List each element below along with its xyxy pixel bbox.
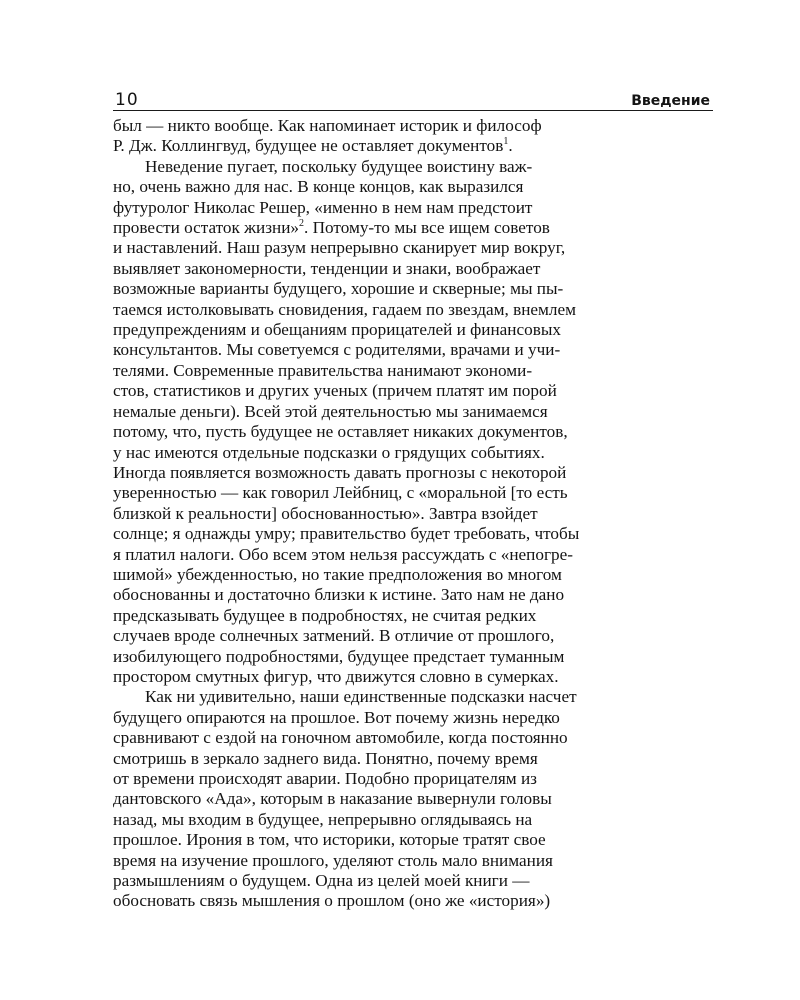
text-line: простором смутных фигур, что движутся словно в сумерках. (113, 666, 559, 686)
text-line: от времени происходят аварии. Подобно прорицателям из (113, 769, 537, 788)
text-line: телями. Современные правительства нанимают экономи- (113, 360, 533, 380)
footnote-marker: 2 (299, 218, 305, 230)
text-line: таемся истолковывать сновидения, гадаем по звездам, внемлем (113, 299, 577, 319)
book-page (113, 90, 713, 912)
text-line: время на изучение прошлого, уделяют столь мало внимания (113, 850, 553, 870)
text-line: футуролог Николас Решер, «именно в нем нам предстоит (113, 197, 533, 217)
text-line: предсказывать будущее в подробностях, не считая редких (113, 605, 537, 625)
text-line: обоснованны и достаточно близки к истине. Зато нам не дано (113, 585, 565, 605)
text-line: стов, статистиков и других ученых (причем платят им порой (113, 381, 557, 401)
text-line: Неведение пугает, поскольку будущее воистину важ- (145, 156, 533, 176)
text-line: немалые деньги). Всей этой деятельностью мы занимаемся (113, 401, 548, 421)
text-line: прошлое. Ирония в том, что историки, которые тратят свое (113, 830, 546, 850)
text-line: солнце; я однажды умру; правительство будет требовать, чтобы (113, 524, 580, 544)
footnote-marker: 1 (503, 136, 509, 148)
text-fragment: . Потому-то мы все ищем советов (304, 218, 550, 238)
paragraph-1 (113, 116, 713, 157)
text-line: будущего опираются на прошлое. Вот почему жизнь нередко (113, 707, 560, 727)
text-line: назад, мы входим в будущее, непрерывно оглядываясь на (113, 809, 533, 829)
text-fragment: Р. Дж. Коллингвуд, будущее не оставляет документов (113, 136, 504, 156)
text-line (113, 218, 713, 238)
text-line: потому, что, пусть будущее не оставляет никаких документов, (113, 422, 568, 442)
text-line: изобилующего подробностями, будущее предстает туманным (113, 646, 565, 666)
paragraph-3 (113, 687, 713, 911)
text-line: смотришь в зеркало заднего вида. Понятно, почему время (113, 748, 538, 768)
text-line: Как ни удивительно, наши единственные подсказки насчет (145, 687, 577, 707)
text-line: случаев вроде солнечных затмений. В отличие от прошлого, (113, 626, 555, 646)
text-line: выявляет закономерности, тенденции и знаки, воображает (113, 258, 541, 278)
text-line: я платил налоги. Обо всем этом нельзя рассуждать с «непогре- (113, 544, 573, 564)
text-line: консультантов. Мы советуемся с родителями, врачами и учи- (113, 340, 561, 360)
text-line: но, очень важно для нас. В конце концов, как выразился (113, 177, 524, 197)
text-fragment: провести остаток жизни» (113, 218, 300, 238)
section-title: Введение (631, 93, 710, 109)
text-line: уверенностью — как говорил Лейбниц, с «моральной [то есть (113, 483, 568, 503)
text-line: обосновать связь мышления о прошлом (оно же «история») (113, 891, 551, 911)
text-line: и наставлений. Наш разум непрерывно сканирует мир вокруг, (113, 238, 566, 258)
text-line: у нас имеются отдельные подсказки о грядущих событиях. (113, 442, 545, 462)
page-number: 10 (115, 90, 139, 110)
text-line: сравнивают с ездой на гоночном автомобиле, когда постоянно (113, 728, 568, 748)
text-line: предупреждениям и обещаниям прорицателей и финансовых (113, 320, 561, 340)
text-line (113, 136, 713, 156)
running-header (113, 90, 713, 111)
paragraph-2 (113, 157, 713, 688)
text-line: Иногда появляется возможность давать прогнозы с некоторой (113, 462, 567, 482)
text-line: шимой» убежденностью, но такие предположения во многом (113, 564, 562, 584)
text-line: возможные варианты будущего, хорошие и скверные; мы пы- (113, 279, 564, 299)
text-line: был — никто вообще. Как напоминает историк и философ (113, 116, 542, 135)
text-line: близкой к реальности] обоснованностью». Завтра взойдет (113, 503, 538, 523)
body-text (113, 116, 713, 912)
text-fragment: . (508, 136, 513, 156)
text-line: размышлениям о будущем. Одна из целей моей книги — (113, 871, 530, 891)
text-line: дантовского «Ада», которым в наказание вывернули головы (113, 789, 552, 809)
